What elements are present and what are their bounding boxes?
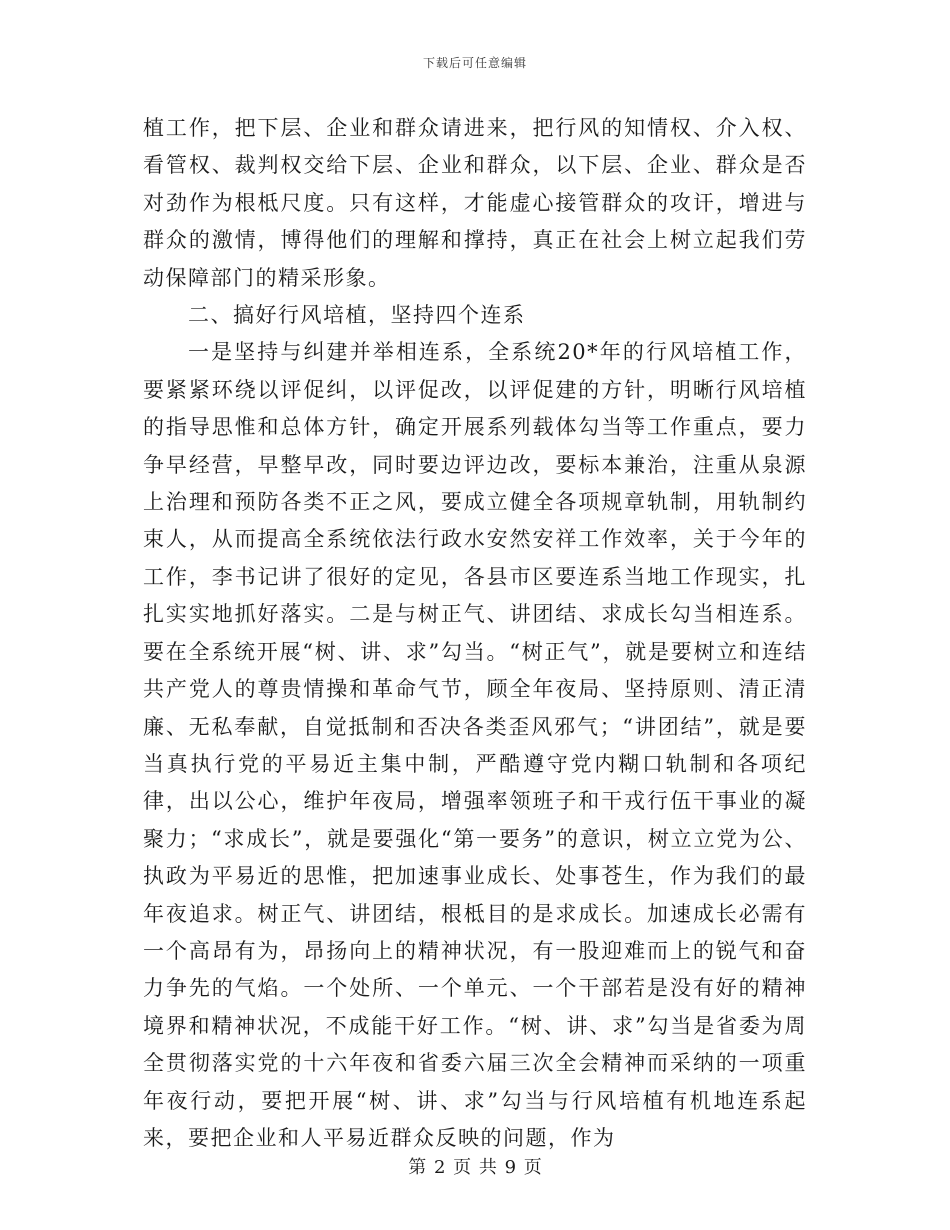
page-footer: 第 2 页 共 9 页	[408, 1157, 542, 1178]
document-body	[143, 110, 807, 1157]
paragraph: 一是坚持与纠建并举相连系，全系统20*年的行风培植工作，要紧紧环绕以评促纠，以评促改，以评促建的方针，明晰行风培植的指导思惟和总体方针，确定开展系列载体勾当等工作重点，要力争早经营，早整早改，同时要边评边改，要标本兼治，注重从泉源上治理和预防各类不正之风，要成立健全各项规章轨制，用轨制约束人，从而提高全系统依法行政水安然安祥工作效率，关于今年的工作，李书记讲了很好的定见，各县市区要连系当地工作现实，扎扎实实地抓好落实。二是与树正气、讲团结、求成长勾当相连系。要在全系统开展“树、讲、求”勾当。“树正气”，就是要树立和连结共产党人的尊贵情操和革命气节，顾全年夜局、坚持原则、清正清廉、无私奉献，自觉抵制和否决各类歪风邪气；“讲团结”，就是要当真执行党的平易近主集中制，严酷遵守党内糊口轨制和各项纪律，出以公心，维护年夜局，增强率领班子和干戎行伍干事业的凝聚力；“求成长”，就是要强化“第一要务”的意识，树立立党为公、执政为平易近的思惟，把加速事业成长、处事苍生，作为我们的最年夜追求。树正气、讲团结，根柢目的是求成长。加速成长必需有一个高昂有为，昂扬向上的精神状况，有一股迎难而上的锐气和奋力争先的气焰。一个处所、一个单元、一个干部若是没有好的精神境界和精神状况，不成能干好工作。“树、讲、求”勾当是省委为周全贯彻落实党的十六年夜和省委六届三次全会精神而采纳的一项重年夜行动，要把开展“树、讲、求”勾当与行风培植有机地连系起来，要把企业和人平易近群众反映的问题，作为	[143, 340, 807, 1150]
paragraph: 植工作，把下层、企业和群众请进来，把行风的知情权、介入权、看管权、裁判权交给下层、企业和群众，以下层、企业、群众是否对劲作为根柢尺度。只有这样，才能虚心接管群众的攻讦，增进与群众的激情，博得他们的理解和撑持，真正在社会上树立起我们劳动保障部门的精采形象。	[143, 116, 807, 290]
page-header: 下载后可任意编辑	[422, 56, 527, 70]
section-heading: 二、搞好行风培植，坚持四个连系	[188, 303, 526, 328]
